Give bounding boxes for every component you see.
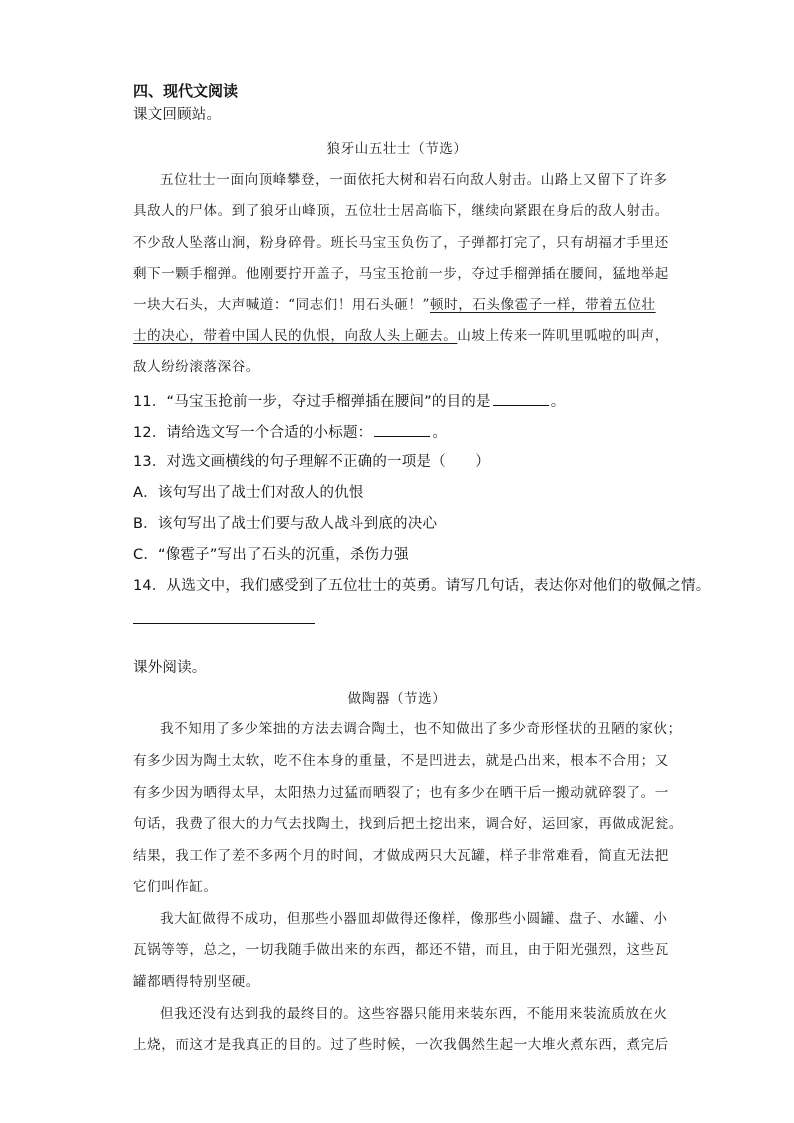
passage1-line-text: 一块大石头，大声喊道：“同志们！用石头砸！” <box>133 297 431 313</box>
passage1-line: 敌人纷纷滚落深谷。 <box>133 359 260 375</box>
answer-line[interactable] <box>133 623 315 624</box>
passage2-line: 结果，我工作了差不多两个月的时间，才做成两只大瓦罐，样子非常难看，简直无法把 <box>133 848 669 864</box>
option-b: B．该句写出了战士们要与敌人战斗到底的决心 <box>133 516 438 532</box>
passage2-line: 我大缸做得不成功，但那些小器皿却做得还像样，像那些小圆罐、盘子、水罐、小 <box>160 911 668 927</box>
question-13: 13．对选文画横线的句子理解不正确的一项是（ ） <box>133 454 490 470</box>
question-11 <box>133 393 565 410</box>
question-11-text: 11．“马宝玉抢前一步，夺过手榴弹插在腰间”的目的是 <box>133 394 491 410</box>
passage1-line <box>133 330 669 344</box>
passage2-line: 有多少因为晒得太早，太阳热力过猛而晒裂了；也有多少在晒干后一搬动就碎裂了。一 <box>133 785 669 801</box>
passage2-line: 上烧，而这才是我真正的目的。过了些时候，一次我偶然生起一大堆火煮东西，煮完后 <box>133 1037 669 1053</box>
passage1-line: 不少敌人坠落山涧，粉身碎骨。班长马宝玉负伤了，子弹都打完了，只有胡福才手里还 <box>133 235 669 251</box>
passage1-line: 五位壮士一面向顶峰攀登，一面依托大树和岩石向敌人射击。山路上又留下了许多 <box>160 172 668 188</box>
passage2-line: 但我还没有达到我的最终目的。这些容器只能用来装东西，不能用来装流质放在火 <box>160 1006 668 1022</box>
option-c: C．“像雹子”写出了石头的沉重，杀伤力强 <box>133 547 409 563</box>
answer-blank[interactable] <box>493 393 549 406</box>
passage2-line: 句话，我费了很大的力气去找陶土，找到后把土挖出来，调合好，运回家，再做成泥瓮。 <box>133 816 683 832</box>
question-12-text: 12．请给选文写一个合适的小标题： <box>133 425 373 441</box>
passage1-line: 具敌人的尸体。到了狼牙山峰顶，五位壮士居高临下，继续向紧跟在身后的敌人射击。 <box>133 203 669 219</box>
passage2-line: 有多少因为陶土太软，吃不住本身的重量，不是凹进去，就是凸出来，根本不合用；又 <box>133 753 669 769</box>
underlined-sentence: 顿时，石头像雹子一样，带着五位壮 <box>430 297 656 313</box>
passage1-line <box>133 299 656 313</box>
part1-label: 课文回顾站。 <box>133 107 222 123</box>
passage2-line: 它们叫作缸。 <box>133 879 218 895</box>
passage1-line-text: 山坡上传来一阵叽里呱啦的叫声， <box>457 328 669 344</box>
answer-blank[interactable] <box>374 424 430 437</box>
question-14: 14．从选文中，我们感受到了五位壮士的英勇。请写几句话，表达你对他们的敬佩之情。 <box>133 578 711 594</box>
passage1-title: 狼牙山五壮士（节选） <box>326 141 468 157</box>
question-12-end: 。 <box>432 425 448 441</box>
section-heading: 四、现代文阅读 <box>133 82 239 100</box>
passage1-line: 剩下一颗手榴弹。他刚要拧开盖子，马宝玉抢前一步，夺过手榴弹插在腰间，猛地举起 <box>133 266 669 282</box>
underlined-sentence: 士的决心，带着中国人民的仇恨，向敌人头上砸去。 <box>133 328 458 344</box>
passage2-title: 做陶器（节选） <box>347 691 447 707</box>
question-11-end: 。 <box>550 394 566 410</box>
question-12 <box>133 424 447 441</box>
part2-label: 课外阅读。 <box>133 660 207 676</box>
option-a: A．该句写出了战士们对敌人的仇恨 <box>133 485 364 501</box>
passage2-line: 瓦锅等等，总之，一切我随手做出来的东西，都还不错，而且，由于阳光强烈，这些瓦 <box>133 942 669 958</box>
passage2-line: 罐都晒得特别坚硬。 <box>133 974 260 990</box>
passage2-line: 我不知用了多少笨拙的方法去调合陶土，也不知做出了多少奇形怪状的丑陋的家伙； <box>160 721 682 737</box>
